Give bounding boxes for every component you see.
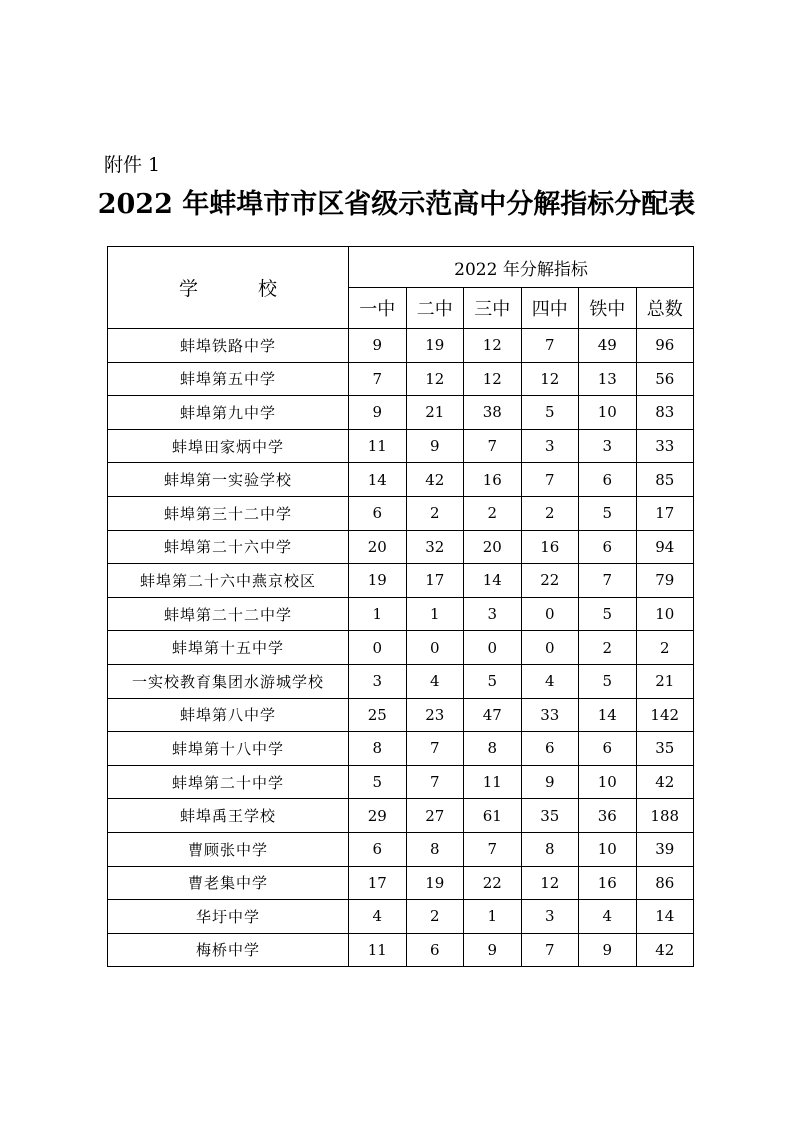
value-cell: 7	[579, 564, 637, 598]
table-row	[108, 564, 694, 598]
school-name-cell: 蚌埠第十八中学	[108, 732, 349, 766]
value-cell: 6	[349, 832, 407, 866]
value-cell: 12	[521, 362, 579, 396]
value-cell: 7	[406, 765, 464, 799]
column-header-erzhong: 二中	[406, 288, 464, 329]
school-name-cell: 蚌埠铁路中学	[108, 329, 349, 363]
column-header-sanzhong: 三中	[464, 288, 522, 329]
value-cell: 22	[521, 564, 579, 598]
school-name-cell: 蚌埠田家炳中学	[108, 429, 349, 463]
document-title: 2022 年蚌埠市市区省级示范高中分解指标分配表	[97, 189, 696, 220]
value-cell: 17	[406, 564, 464, 598]
table-row	[108, 765, 694, 799]
value-cell: 94	[636, 530, 694, 564]
school-name-cell: 蚌埠第十五中学	[108, 631, 349, 665]
value-cell: 29	[349, 799, 407, 833]
value-cell: 9	[406, 429, 464, 463]
school-name-cell: 蚌埠第八中学	[108, 698, 349, 732]
value-cell: 17	[349, 866, 407, 900]
school-name-cell: 华圩中学	[108, 900, 349, 934]
school-name-cell: 曹顾张中学	[108, 832, 349, 866]
value-cell: 21	[406, 396, 464, 430]
value-cell: 49	[579, 329, 637, 363]
value-cell: 83	[636, 396, 694, 430]
value-cell: 6	[579, 732, 637, 766]
school-header-text: 学校	[178, 278, 337, 300]
value-cell: 36	[579, 799, 637, 833]
value-cell: 22	[464, 866, 522, 900]
attachment-label: 附件 1	[104, 154, 161, 176]
value-cell: 11	[349, 933, 407, 967]
value-cell: 3	[349, 664, 407, 698]
value-cell: 7	[521, 329, 579, 363]
value-cell: 3	[521, 429, 579, 463]
value-cell: 7	[521, 933, 579, 967]
value-cell: 47	[464, 698, 522, 732]
value-cell: 9	[521, 765, 579, 799]
value-cell: 11	[349, 429, 407, 463]
value-cell: 39	[636, 832, 694, 866]
value-cell: 1	[349, 597, 407, 631]
column-header-tiezhong: 铁中	[579, 288, 637, 329]
value-cell: 32	[406, 530, 464, 564]
value-cell: 6	[579, 463, 637, 497]
table-row	[108, 530, 694, 564]
value-cell: 12	[464, 362, 522, 396]
value-cell: 23	[406, 698, 464, 732]
school-name-cell: 曹老集中学	[108, 866, 349, 900]
value-cell: 6	[521, 732, 579, 766]
value-cell: 86	[636, 866, 694, 900]
table-row	[108, 832, 694, 866]
value-cell: 188	[636, 799, 694, 833]
value-cell: 42	[406, 463, 464, 497]
value-cell: 8	[521, 832, 579, 866]
table-row	[108, 664, 694, 698]
value-cell: 0	[464, 631, 522, 665]
table-row	[108, 597, 694, 631]
value-cell: 5	[579, 597, 637, 631]
table-row	[108, 866, 694, 900]
value-cell: 2	[521, 496, 579, 530]
column-header-total: 总数	[636, 288, 694, 329]
value-cell: 14	[349, 463, 407, 497]
value-cell: 96	[636, 329, 694, 363]
value-cell: 19	[349, 564, 407, 598]
value-cell: 2	[406, 900, 464, 934]
value-cell: 5	[464, 664, 522, 698]
school-name-cell: 蚌埠第三十二中学	[108, 496, 349, 530]
value-cell: 4	[406, 664, 464, 698]
value-cell: 12	[406, 362, 464, 396]
value-cell: 7	[464, 429, 522, 463]
school-name-cell: 梅桥中学	[108, 933, 349, 967]
value-cell: 16	[579, 866, 637, 900]
value-cell: 5	[521, 396, 579, 430]
value-cell: 10	[579, 832, 637, 866]
school-name-cell: 蚌埠第一实验学校	[108, 463, 349, 497]
header-row-1	[108, 247, 694, 288]
value-cell: 142	[636, 698, 694, 732]
value-cell: 2	[464, 496, 522, 530]
table-row	[108, 463, 694, 497]
school-name-cell: 蚌埠禹王学校	[108, 799, 349, 833]
value-cell: 9	[349, 329, 407, 363]
value-cell: 42	[636, 765, 694, 799]
value-cell: 38	[464, 396, 522, 430]
value-cell: 4	[521, 664, 579, 698]
value-cell: 27	[406, 799, 464, 833]
value-cell: 20	[349, 530, 407, 564]
table-row	[108, 900, 694, 934]
value-cell: 9	[579, 933, 637, 967]
value-cell: 16	[521, 530, 579, 564]
value-cell: 10	[579, 765, 637, 799]
column-header-sizhong: 四中	[521, 288, 579, 329]
value-cell: 1	[464, 900, 522, 934]
value-cell: 7	[521, 463, 579, 497]
group-header: 2022 年分解指标	[349, 247, 694, 288]
table-row	[108, 362, 694, 396]
school-column-header	[108, 247, 349, 329]
allocation-table	[107, 246, 694, 967]
value-cell: 33	[521, 698, 579, 732]
value-cell: 5	[579, 664, 637, 698]
table-row	[108, 429, 694, 463]
school-name-cell: 一实校教育集团水游城学校	[108, 664, 349, 698]
table-row	[108, 933, 694, 967]
school-name-cell: 蚌埠第九中学	[108, 396, 349, 430]
value-cell: 3	[464, 597, 522, 631]
value-cell: 9	[349, 396, 407, 430]
value-cell: 8	[349, 732, 407, 766]
value-cell: 7	[349, 362, 407, 396]
value-cell: 35	[636, 732, 694, 766]
table-row	[108, 732, 694, 766]
value-cell: 5	[349, 765, 407, 799]
value-cell: 1	[406, 597, 464, 631]
value-cell: 14	[636, 900, 694, 934]
value-cell: 19	[406, 329, 464, 363]
school-name-cell: 蚌埠第二十六中学	[108, 530, 349, 564]
table-row	[108, 799, 694, 833]
column-header-yizhong: 一中	[349, 288, 407, 329]
value-cell: 20	[464, 530, 522, 564]
value-cell: 21	[636, 664, 694, 698]
value-cell: 0	[521, 631, 579, 665]
value-cell: 61	[464, 799, 522, 833]
value-cell: 2	[406, 496, 464, 530]
school-name-cell: 蚌埠第二十六中燕京校区	[108, 564, 349, 598]
value-cell: 2	[579, 631, 637, 665]
value-cell: 79	[636, 564, 694, 598]
value-cell: 3	[579, 429, 637, 463]
value-cell: 7	[464, 832, 522, 866]
value-cell: 42	[636, 933, 694, 967]
value-cell: 85	[636, 463, 694, 497]
value-cell: 6	[349, 496, 407, 530]
table-body	[108, 329, 694, 967]
value-cell: 12	[521, 866, 579, 900]
value-cell: 2	[636, 631, 694, 665]
table-row	[108, 396, 694, 430]
value-cell: 6	[406, 933, 464, 967]
table-row	[108, 631, 694, 665]
table-header	[108, 247, 694, 329]
value-cell: 0	[349, 631, 407, 665]
value-cell: 19	[406, 866, 464, 900]
value-cell: 4	[579, 900, 637, 934]
value-cell: 14	[464, 564, 522, 598]
table-row	[108, 329, 694, 363]
value-cell: 25	[349, 698, 407, 732]
value-cell: 17	[636, 496, 694, 530]
value-cell: 7	[406, 732, 464, 766]
value-cell: 0	[521, 597, 579, 631]
value-cell: 6	[579, 530, 637, 564]
value-cell: 8	[464, 732, 522, 766]
school-name-cell: 蚌埠第二十中学	[108, 765, 349, 799]
value-cell: 33	[636, 429, 694, 463]
value-cell: 35	[521, 799, 579, 833]
value-cell: 10	[579, 396, 637, 430]
table-row	[108, 496, 694, 530]
school-name-cell: 蚌埠第五中学	[108, 362, 349, 396]
value-cell: 0	[406, 631, 464, 665]
table-row	[108, 698, 694, 732]
value-cell: 3	[521, 900, 579, 934]
value-cell: 4	[349, 900, 407, 934]
value-cell: 10	[636, 597, 694, 631]
value-cell: 9	[464, 933, 522, 967]
value-cell: 12	[464, 329, 522, 363]
school-name-cell: 蚌埠第二十二中学	[108, 597, 349, 631]
value-cell: 8	[406, 832, 464, 866]
value-cell: 5	[579, 496, 637, 530]
value-cell: 16	[464, 463, 522, 497]
value-cell: 11	[464, 765, 522, 799]
value-cell: 13	[579, 362, 637, 396]
value-cell: 56	[636, 362, 694, 396]
value-cell: 14	[579, 698, 637, 732]
